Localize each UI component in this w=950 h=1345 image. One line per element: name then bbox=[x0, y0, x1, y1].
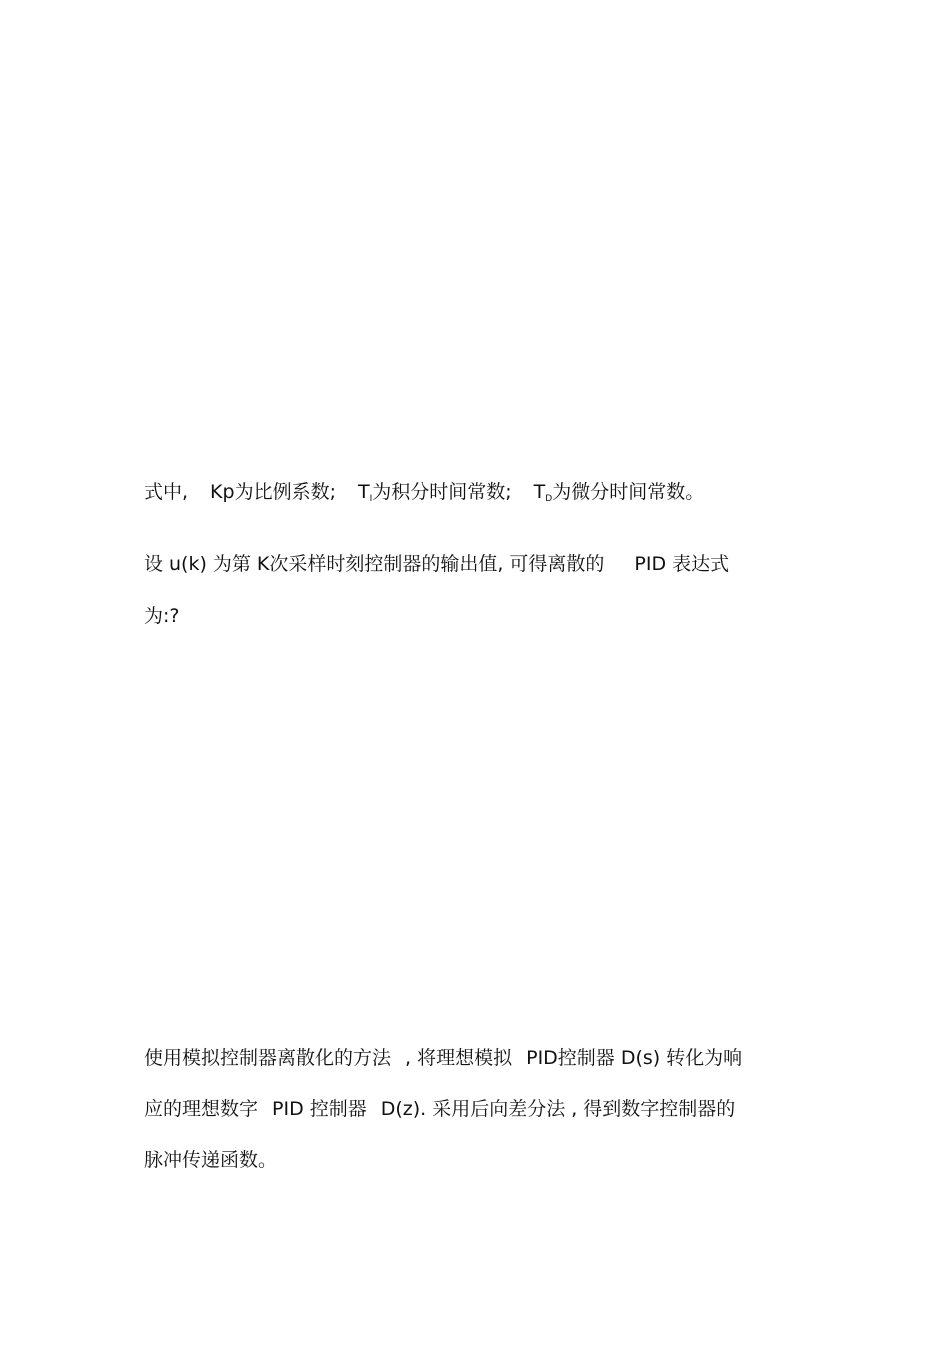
text-ti-letter: T bbox=[357, 481, 370, 503]
paragraph-2-line-2: 为:? bbox=[144, 605, 180, 627]
text-pid-controller: PID控制器 bbox=[526, 1047, 615, 1069]
text-get-digital: , 得到数字控制器的 bbox=[571, 1098, 736, 1120]
text-ti-subscript: I bbox=[369, 494, 373, 504]
text-backward-diff: 采用后向差分法 bbox=[432, 1098, 566, 1120]
text-ideal-analog: , 将理想模拟 bbox=[405, 1047, 513, 1069]
text-pid: PID bbox=[634, 553, 667, 575]
text-td-letter: T bbox=[533, 481, 546, 503]
text-kp: Kp为比例系数; bbox=[210, 481, 336, 503]
text-uk: u(k) bbox=[169, 553, 207, 575]
paragraph-2-line-1 bbox=[144, 552, 729, 576]
text-ds: D(s) bbox=[620, 1047, 661, 1069]
text-expression: 表达式 bbox=[672, 553, 730, 575]
text-ideal-digital: 应的理想数字 bbox=[144, 1098, 259, 1120]
paragraph-3-line-1 bbox=[144, 1046, 742, 1070]
text-dz: D(z). bbox=[380, 1098, 427, 1120]
text-pid-2: PID bbox=[272, 1098, 304, 1120]
paragraph-3-line-3: 脉冲传递函数。 bbox=[144, 1149, 278, 1171]
text-output: K次采样时刻控制器的输出值, bbox=[256, 553, 504, 575]
text-method: 使用模拟控制器离散化的方法 bbox=[144, 1047, 392, 1069]
paragraph-3-line-2 bbox=[144, 1097, 735, 1121]
text-convert: 转化为响 bbox=[666, 1047, 743, 1069]
text-td: 为微分时间常数。 bbox=[552, 481, 705, 503]
text-she: 设 bbox=[144, 553, 164, 575]
text-td-subscript: D bbox=[545, 494, 553, 504]
text-ti: 为积分时间常数; bbox=[372, 481, 512, 503]
text-controller: 控制器 bbox=[309, 1098, 367, 1120]
text-weidi: 为第 bbox=[212, 553, 251, 575]
text-prefix: 式中, bbox=[144, 481, 189, 503]
paragraph-1-line-1 bbox=[144, 480, 704, 511]
text-discrete: 可得离散的 bbox=[509, 553, 605, 575]
